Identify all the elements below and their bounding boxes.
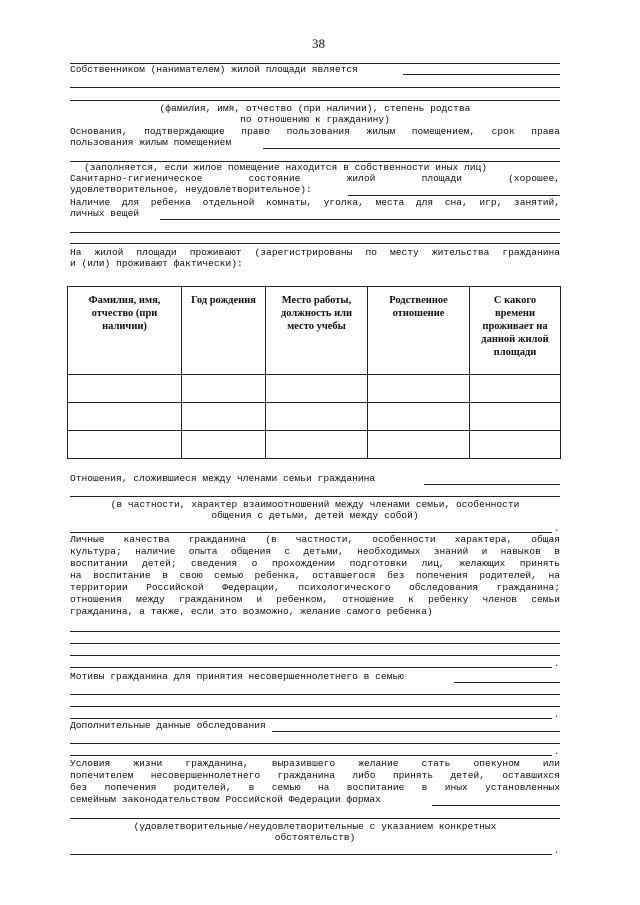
child-room-input-line[interactable] (160, 219, 560, 220)
conditions-caption-2: обстоятельств) (274, 832, 356, 843)
table-cell[interactable] (368, 375, 470, 403)
table-cell[interactable] (470, 375, 561, 403)
residents-table (67, 286, 561, 459)
additional-input-line[interactable] (272, 731, 560, 732)
basis-input-line[interactable] (263, 148, 560, 149)
period: . (554, 659, 560, 669)
owner-label: Собственником (нанимателем) жилой площади является (70, 64, 358, 75)
owner-input-line[interactable] (403, 74, 560, 75)
qualities-line-7: гражданина, а также, если это возможно, желание самого ребенка) (70, 606, 433, 617)
table-row (68, 375, 561, 403)
relations-blank-line[interactable] (70, 496, 560, 497)
sanitary-line-1: Санитарно-гигиеническое состояние жилой площади (хорошее, (70, 173, 560, 184)
motives-blank-line[interactable] (70, 718, 552, 719)
conditions-line-2: попечителем несовершеннолетнего гражданина либо принять детей, оставшихся (70, 770, 560, 781)
period: . (554, 846, 560, 856)
qualities-line-5: территории Российской Федерации, психологического обследования гражданина; (70, 582, 560, 593)
child-room-line-2: личных вещей (70, 208, 140, 219)
relations-caption-1: (в частности, характер взаимоотношений между членами семьи, особенности (110, 499, 520, 510)
conditions-blank-line[interactable] (70, 818, 560, 819)
table-cell[interactable] (470, 403, 561, 431)
table-cell[interactable] (266, 403, 368, 431)
conditions-line-1: Условия жизни гражданина, выразившего желание стать опекуном или (70, 758, 560, 769)
period: . (554, 710, 560, 720)
conditions-line-4: семейным законодательством Российской Федерации формах (70, 794, 381, 805)
qualities-line-1: Личные качества гражданина (в частности, особенности характера, общая (70, 534, 560, 545)
additional-label: Дополнительные данные обследования (70, 720, 266, 731)
residents-line-1: На жилой площади проживают (зарегистрированы по месту жительства гражданина (70, 247, 560, 258)
child-room-blank-line[interactable] (70, 243, 560, 244)
period: . (554, 747, 560, 757)
owner-caption-1: (фамилия, имя, отчество (при наличии), степень родства (159, 103, 471, 114)
col-header-relation: Родственное отношение (368, 287, 470, 375)
period: . (554, 524, 560, 534)
col-header-since: С какого времени проживает на данной жилой площади (470, 287, 561, 375)
table-header-row (68, 287, 561, 375)
basis-line-1: Основания, подтверждающие право пользования жилым помещением, срок права (70, 126, 560, 137)
motives-label: Мотивы гражданина для принятия несовершеннолетнего в семью (70, 671, 404, 682)
table-cell[interactable] (470, 431, 561, 459)
qualities-blank-line[interactable] (70, 655, 560, 656)
qualities-line-6: отношения между гражданином и ребенком, отношение к ребенку членов семьи (70, 594, 560, 605)
owner-caption-2: по отношению к гражданину) (240, 114, 390, 125)
table-cell[interactable] (182, 375, 266, 403)
qualities-blank-line[interactable] (70, 643, 560, 644)
col-header-name: Фамилия, имя, отчество (при наличии) (68, 287, 182, 375)
additional-blank-line[interactable] (70, 743, 560, 744)
col-header-workplace: Место работы, должность или место учебы (266, 287, 368, 375)
table-cell[interactable] (182, 431, 266, 459)
basis-caption: (заполняется, если жилое помещение находится в собственности иных лиц) (84, 162, 488, 173)
qualities-line-4: на воспитание в свою семью ребенка, оставшегося без попечения родителей, на (70, 570, 560, 581)
table-cell[interactable] (68, 375, 182, 403)
table-cell[interactable] (368, 431, 470, 459)
motives-input-line[interactable] (454, 682, 560, 683)
table-row (68, 431, 561, 459)
owner-blank-line[interactable] (70, 100, 560, 101)
sanitary-input-line[interactable] (348, 195, 560, 196)
table-cell[interactable] (68, 403, 182, 431)
table-cell[interactable] (182, 403, 266, 431)
qualities-line-2: культура; наличие опыта общения с детьми, необходимых знаний и навыков в (70, 546, 560, 557)
table-cell[interactable] (266, 375, 368, 403)
relations-blank-line[interactable] (70, 532, 552, 533)
child-room-line-1: Наличие для ребенка отдельной комнаты, уголка, места для сна, игр, занятий, (70, 197, 560, 208)
sanitary-line-2: удовлетворительное, неудовлетворительное): (70, 184, 312, 195)
table-cell[interactable] (266, 431, 368, 459)
conditions-caption-1: (удовлетворительные/неудовлетворительные с указанием конкретных (133, 821, 497, 832)
motives-blank-line[interactable] (70, 694, 560, 695)
conditions-line-3: без попечения родителей, в семью на воспитание в иных установленных (70, 782, 560, 793)
conditions-blank-line[interactable] (70, 854, 552, 855)
relations-input-line[interactable] (424, 484, 560, 485)
child-room-blank-line[interactable] (70, 232, 560, 233)
qualities-line-3: воспитании детей; сведения о прохождении подготовки лиц, желающих принять (70, 558, 560, 569)
qualities-blank-line[interactable] (70, 631, 560, 632)
conditions-input-line[interactable] (432, 805, 560, 806)
residents-line-2: и (или) проживают фактически): (70, 258, 243, 269)
owner-blank-line[interactable] (70, 87, 560, 88)
table-cell[interactable] (68, 431, 182, 459)
col-header-birth-year: Год рождения (182, 287, 266, 375)
relations-label: Отношения, сложившиеся между членами семьи гражданина (70, 473, 376, 484)
page-number: 38 (312, 36, 325, 51)
table-cell[interactable] (368, 403, 470, 431)
motives-blank-line[interactable] (70, 706, 560, 707)
qualities-blank-line[interactable] (70, 667, 552, 668)
relations-caption-2: общения с детьми, детей между собой) (211, 510, 419, 521)
additional-blank-line[interactable] (70, 755, 552, 756)
table-row (68, 403, 561, 431)
basis-line-2: пользования жилым помещением (70, 137, 232, 148)
